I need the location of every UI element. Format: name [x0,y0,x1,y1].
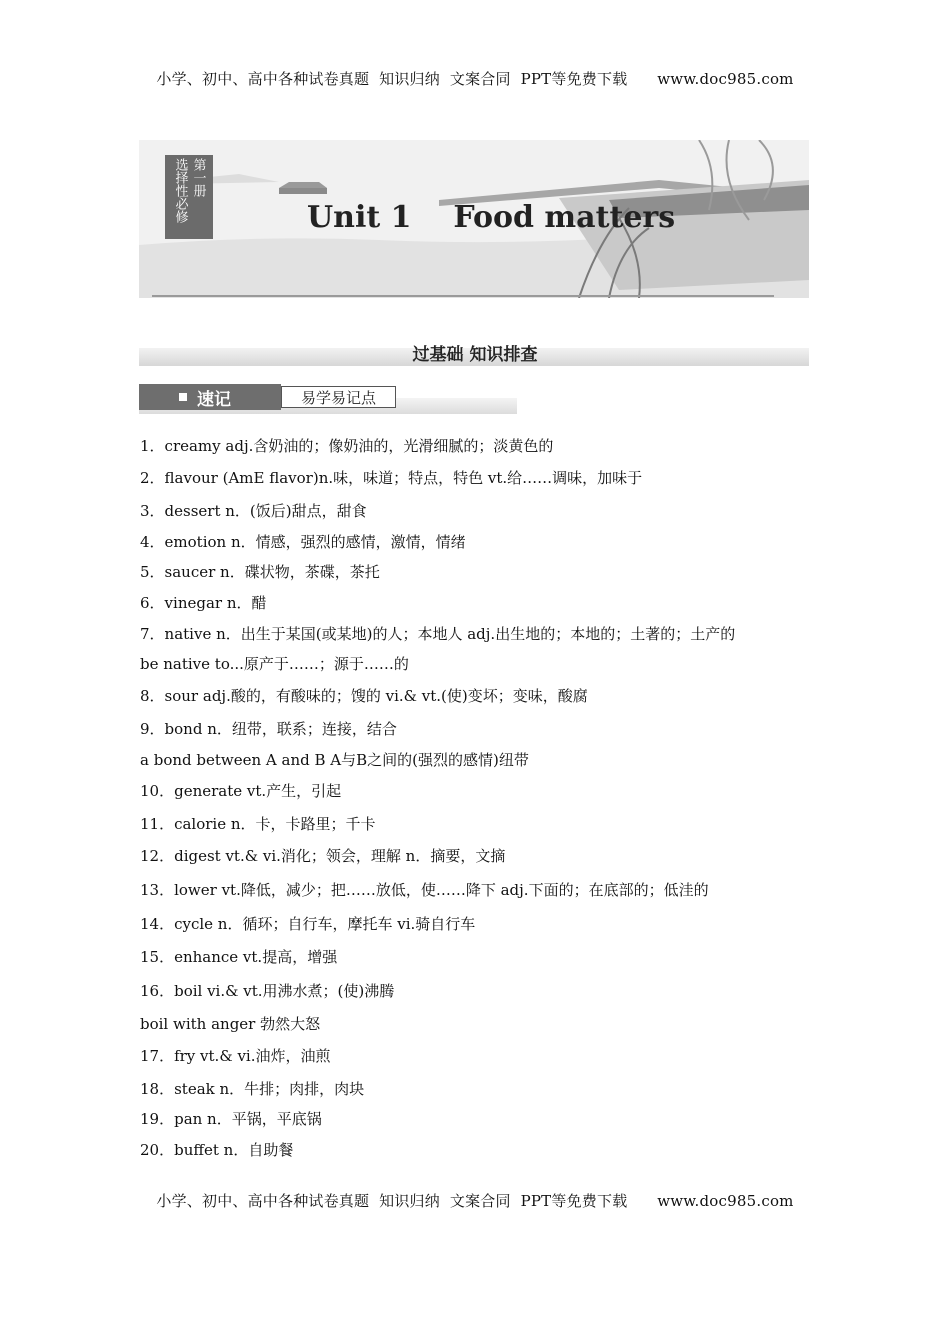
page-footer: 小学、初中、高中各种试卷真题 知识归纳 文案合同 PPT等免费下载 www.doc985.com [156,1192,794,1210]
vocab-entry: 3．dessert n．(饭后)甜点，甜食 [140,502,367,520]
tab-quick-notes [139,384,281,410]
vocab-entry: 2．flavour (AmE flavor)n.味，味道；特点，特色 vt.给……调味，加味于 [140,469,643,487]
page-header: 小学、初中、高中各种试卷真题 知识归纳 文案合同 PPT等免费下载 www.doc985.com [156,70,794,88]
book-badge [165,155,213,239]
vocab-entry: 5．saucer n．碟状物，茶碟，茶托 [140,563,380,581]
vocab-phrase: be native to...原产于……；源于……的 [140,655,409,673]
vocab-entry: 10．generate vt.产生，引起 [140,782,342,800]
vocab-entry: 9．bond n．纽带，联系；连接，结合 [140,720,397,738]
badge-col-volume: 第一册 [190,158,206,197]
vocab-entry: 19．pan n．平锅，平底锅 [140,1110,322,1128]
banner-underline [152,295,774,297]
vocab-entry: 13．lower vt.降低，减少；把……放低，使……降下 adj.下面的；在底部的；低洼的 [140,881,709,899]
section-title: 过基础 知识排查 [412,345,538,365]
vocab-entry: 11．calorie n．卡，卡路里；千卡 [140,815,376,833]
vocab-entry: 20．buffet n．自助餐 [140,1141,294,1159]
vocab-entry: 7．native n．出生于某国(或某地)的人；本地人 adj.出生地的；本地的；土著的；土产的 [140,625,736,643]
vocab-entry: 6．vinegar n．醋 [140,594,267,612]
vocab-phrase: a bond between A and B A与B之间的(强烈的感情)纽带 [140,751,529,769]
vocab-entry: 15．enhance vt.提高，增强 [140,948,338,966]
vocab-phrase: boil with anger 勃然大怒 [140,1015,321,1033]
vocab-entry: 18．steak n．牛排；肉排，肉块 [140,1080,365,1098]
vocab-entry: 16．boil vi.& vt.用沸水煮；(使)沸腾 [140,982,395,1000]
vocab-entry: 4．emotion n．情感，强烈的感情，激情，情绪 [140,533,466,551]
unit-title: Unit 1 Food matters [307,200,676,235]
tab-easy-points: 易学易记点 [281,386,396,408]
square-bullet-icon [179,393,187,401]
vocab-entry: 17．fry vt.& vi.油炸，油煎 [140,1047,331,1065]
vocab-entry: 12．digest vt.& vi.消化；领会，理解 n．摘要，文摘 [140,847,506,865]
badge-col-series: 选择性必修 [172,158,188,223]
vocab-entry: 14．cycle n．循环；自行车，摩托车 vi.骑自行车 [140,915,476,933]
vocab-entry: 1．creamy adj.含奶油的；像奶油的，光滑细腻的；淡黄色的 [140,437,554,455]
vocab-entry: 8．sour adj.酸的，有酸味的；馊的 vi.& vt.(使)变坏；变味，酸腐 [140,687,588,705]
tab-quick-notes-label: 速记 [197,389,231,410]
